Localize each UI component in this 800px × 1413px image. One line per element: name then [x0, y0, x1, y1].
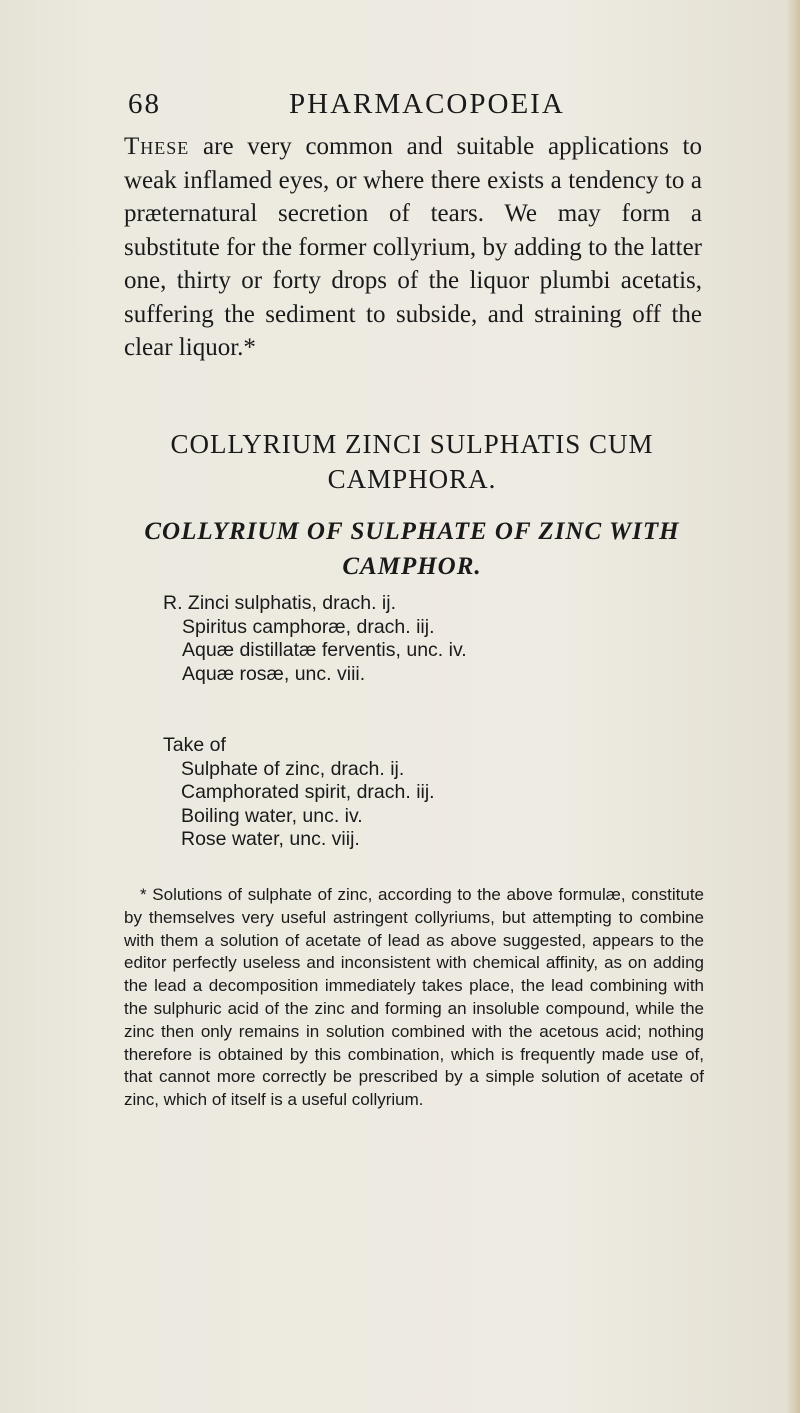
english-recipe-intro: Take of — [163, 734, 226, 756]
latin-heading — [110, 427, 714, 497]
english-recipe-line: Camphorated spirit, drach. iij. — [181, 781, 435, 803]
paragraph-text: are very common and suitable applications to weak inflamed eyes, or where there exists a tendency to a præternatural secretion of tears. We may form a substitute for the former collyrium, by adding to the latter one, thirty or forty drops of the liquor plumbi acetatis, suffering the sediment to subside, and straining off the clear liquor.* — [124, 133, 702, 361]
page-edge-shadow — [786, 0, 800, 1413]
english-heading-line-1: COLLYRIUM OF SULPHATE OF ZINC WITH — [144, 518, 680, 545]
running-title: PHARMACOPOEIA — [289, 88, 565, 120]
english-recipe-line: Rose water, unc. viij. — [181, 828, 360, 850]
footnote: * Solutions of sulphate of zinc, according to the above formulæ, constitute by themselves very useful astringent collyriums, but attempting to combine with them a solution of acetate of lead as above suggested, appears to the editor perfectly useless and inconsistent with chemical affinity, as on adding the lead a decomposition immediately takes place, the lead combining with the sulphuric acid of the zinc and forming an insoluble compound, while the zinc then only remains in solution combined with the acetous acid; nothing therefore is obtained by this combination, which is frequently made use of, that cannot more correctly be prescribed by a simple solution of acetate of zinc, which of itself is a useful collyrium. — [124, 885, 704, 1110]
english-recipe — [163, 734, 663, 852]
page-number: 68 — [128, 88, 161, 120]
english-heading — [110, 514, 714, 584]
latin-heading-line-2: CAMPHORA. — [327, 464, 497, 494]
english-recipe-line: Sulphate of zinc, drach. ij. — [181, 757, 405, 780]
latin-recipe-line: Spiritus camphoræ, drach. iij. — [182, 615, 435, 638]
paragraph-first-word: These — [124, 133, 190, 160]
latin-heading-line-1: COLLYRIUM ZINCI SULPHATIS CUM — [170, 429, 654, 459]
body-paragraph — [124, 130, 702, 365]
latin-recipe — [163, 592, 663, 686]
english-heading-line-2: CAMPHOR. — [342, 553, 482, 580]
latin-recipe-line: Aquæ rosæ, unc. viii. — [182, 662, 366, 685]
latin-recipe-line: Aquæ distillatæ ferventis, unc. iv. — [182, 639, 467, 661]
latin-recipe-line: R. Zinci sulphatis, drach. ij. — [163, 592, 397, 614]
english-recipe-line: Boiling water, unc. iv. — [181, 804, 363, 827]
